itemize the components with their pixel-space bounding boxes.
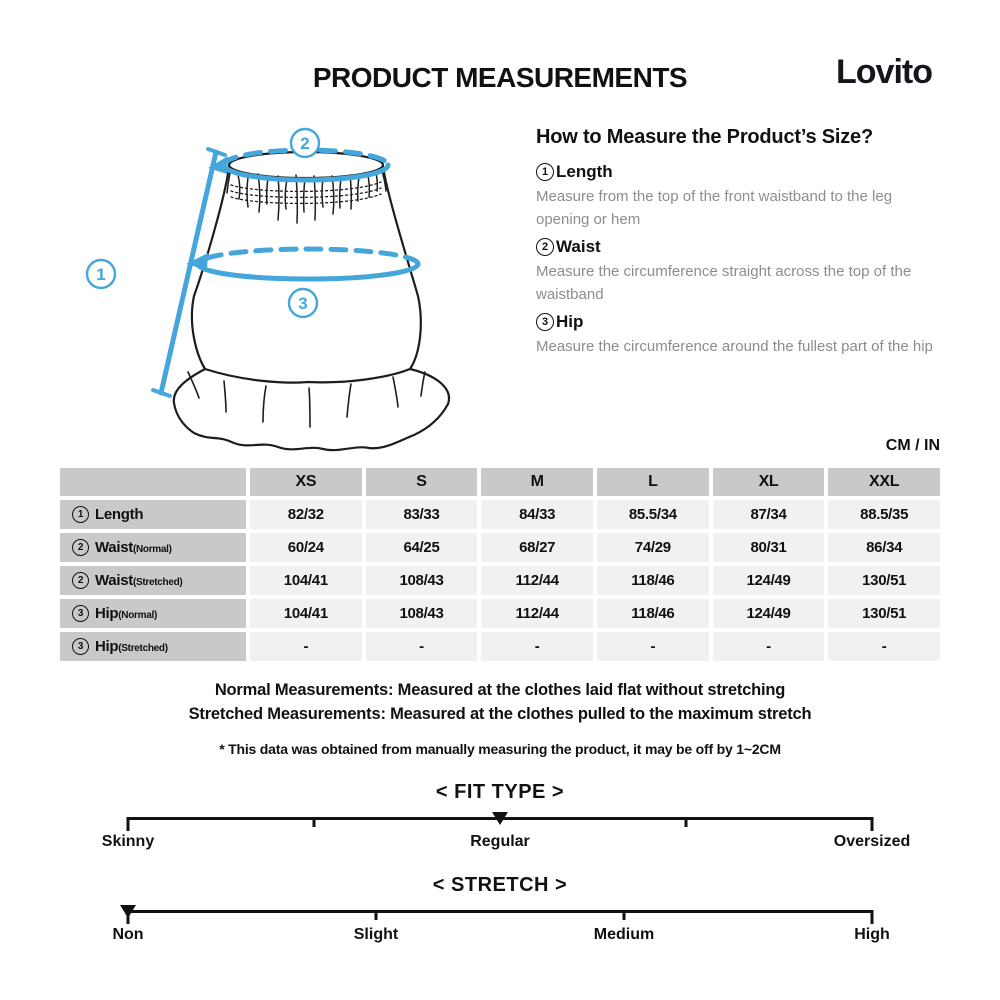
callout-number-waist: 2	[300, 134, 310, 153]
stretch-label-high: High	[854, 926, 890, 943]
stretch-label-slight: Slight	[353, 926, 399, 943]
table-cell: 85.5/34	[597, 500, 709, 529]
table-cell: 104/41	[250, 599, 362, 628]
table-cell: 124/49	[713, 599, 825, 628]
tick	[313, 817, 316, 827]
fit-label-regular: Regular	[470, 833, 530, 850]
circled-1-icon: 1	[72, 506, 89, 523]
circled-2-icon: 2	[72, 572, 89, 589]
table-cell: 118/46	[597, 599, 709, 628]
skirt-measurement-diagram	[58, 118, 533, 468]
row-label-hip-normal: 3 Hip (Normal)	[60, 599, 246, 628]
table-cell: -	[713, 632, 825, 661]
column-header-m: M	[481, 468, 593, 496]
hip-measure-ellipse	[198, 249, 418, 264]
how-to-measure-section	[536, 126, 946, 361]
stretched-measurements-note: Stretched Measurements: Measured at the clothes pulled to the maximum stretch	[188, 705, 812, 723]
fit-label-oversized: Oversized	[833, 833, 911, 850]
measure-label: Length	[556, 162, 613, 181]
table-cell: -	[597, 632, 709, 661]
callout-number-length: 1	[96, 265, 106, 284]
ruffle-folds	[188, 372, 425, 427]
measure-item-waist	[536, 234, 946, 306]
table-cell: 118/46	[597, 566, 709, 595]
column-header-s: S	[366, 468, 478, 496]
tick	[127, 817, 130, 831]
circled-3-icon: 3	[536, 313, 554, 331]
circled-1-icon: 1	[536, 163, 554, 181]
row-label-length: 1 Length	[60, 500, 246, 529]
measure-desc: Measure from the top of the front waistband to the leg opening or hem	[536, 188, 893, 228]
fit-type-title: < FIT TYPE >	[435, 781, 565, 803]
table-cell: 108/43	[366, 599, 478, 628]
measure-desc: Measure the circumference around the fullest part of the hip	[536, 338, 933, 355]
stretch-label-medium: Medium	[593, 926, 655, 943]
table-cell: 84/33	[481, 500, 593, 529]
fit-type-labels	[101, 833, 911, 853]
table-cell: 130/51	[828, 566, 940, 595]
table-cell: -	[481, 632, 593, 661]
normal-measurements-note: Normal Measurements: Measured at the clothes laid flat without stretching	[214, 681, 786, 699]
table-cell: 112/44	[481, 566, 593, 595]
table-cell: 86/34	[828, 533, 940, 562]
column-header-xs: XS	[250, 468, 362, 496]
column-header-xl: XL	[713, 468, 825, 496]
table-cell: 108/43	[366, 566, 478, 595]
fit-type-marker-icon	[492, 812, 508, 825]
tick	[374, 910, 377, 920]
column-header-l: L	[597, 468, 709, 496]
tick	[871, 910, 874, 924]
stretch-labels	[112, 926, 890, 946]
table-cell: 83/33	[366, 500, 478, 529]
table-cell: 87/34	[713, 500, 825, 529]
table-cell: 68/27	[481, 533, 593, 562]
measure-label: Hip	[556, 312, 584, 331]
stretch-marker-icon	[120, 905, 136, 918]
table-cell: 74/29	[597, 533, 709, 562]
table-cell: 88.5/35	[828, 500, 940, 529]
table-cell: 124/49	[713, 566, 825, 595]
disclaimer-note: * This data was obtained from manually measuring the product, it may be off by 1~2CM	[219, 741, 781, 757]
stretch-line	[128, 910, 872, 913]
table-cell: 82/32	[250, 500, 362, 529]
row-label-hip-stretched: 3 Hip (Stretched)	[60, 632, 246, 661]
measure-item-hip	[536, 309, 946, 358]
row-label-waist-stretched: 2 Waist (Stretched)	[60, 566, 246, 595]
circled-3-icon: 3	[72, 605, 89, 622]
circled-2-icon: 2	[72, 539, 89, 556]
table-cell: 60/24	[250, 533, 362, 562]
tick	[685, 817, 688, 827]
table-cell: -	[250, 632, 362, 661]
circled-2-icon: 2	[536, 238, 554, 256]
measure-item-length	[536, 159, 946, 231]
stretch-track	[128, 910, 872, 926]
circled-3-icon: 3	[72, 638, 89, 655]
fit-type-track	[128, 817, 872, 833]
measurement-notes	[0, 678, 1000, 757]
size-table	[60, 468, 940, 661]
column-header-xxl: XXL	[828, 468, 940, 496]
measure-desc: Measure the circumference straight across the top of the waistband	[536, 263, 912, 303]
table-cell: -	[828, 632, 940, 661]
stretch-label-non: Non	[112, 926, 144, 943]
units-label: CM / IN	[885, 437, 940, 454]
table-cell: 104/41	[250, 566, 362, 595]
row-label-waist-normal: 2 Waist (Normal)	[60, 533, 246, 562]
table-cell: -	[366, 632, 478, 661]
stretch-title: < STRETCH >	[432, 874, 568, 896]
table-cell: 80/31	[713, 533, 825, 562]
table-corner-cell	[60, 468, 246, 496]
table-cell: 112/44	[481, 599, 593, 628]
callout-labels	[87, 129, 319, 317]
measure-label: Waist	[556, 237, 601, 256]
page-title: PRODUCT MEASUREMENTS	[312, 62, 688, 93]
callout-number-hip: 3	[298, 294, 308, 313]
fit-label-skinny: Skinny	[101, 833, 155, 850]
table-cell: 130/51	[828, 599, 940, 628]
table-cell: 64/25	[366, 533, 478, 562]
brand-logo: Lovito	[836, 53, 932, 91]
how-to-title: How to Measure the Product’s Size?	[536, 126, 873, 148]
tick	[871, 817, 874, 831]
tick	[623, 910, 626, 920]
